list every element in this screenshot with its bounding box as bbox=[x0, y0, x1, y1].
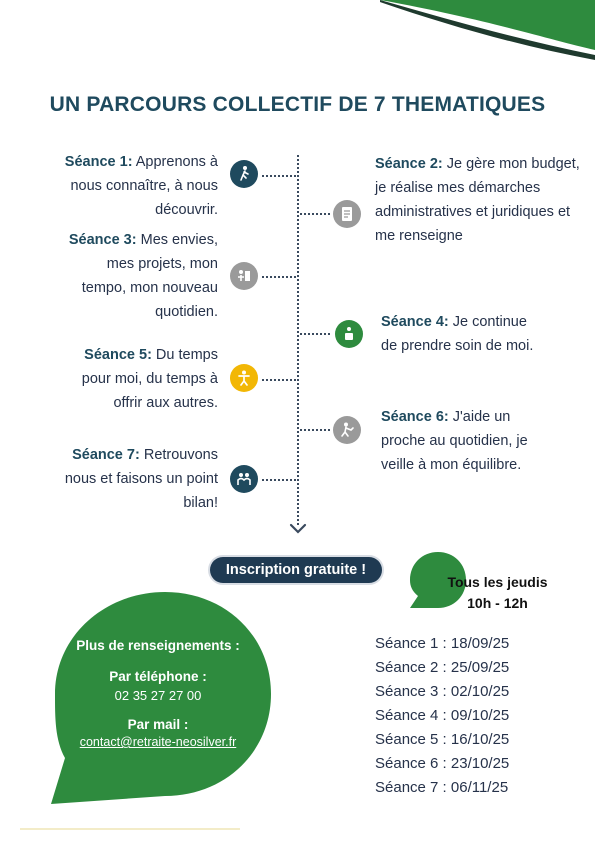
session-2: Séance 2: Je gère mon budget, je réalise mes démarches administratives et juridiques et me renseigne bbox=[375, 156, 580, 244]
connector-5 bbox=[262, 379, 296, 381]
mail-label: Par mail : bbox=[127, 717, 189, 732]
connector-2 bbox=[300, 213, 330, 215]
phone-number[interactable]: 02 35 27 27 00 bbox=[114, 688, 202, 703]
date-item: Séance 4 : 09/10/25 bbox=[375, 707, 510, 724]
walking-person-icon bbox=[230, 160, 258, 188]
contact-info bbox=[58, 638, 258, 749]
date-item: Séance 3 : 02/10/25 bbox=[375, 683, 510, 700]
date-item: Séance 7 : 06/11/25 bbox=[375, 779, 509, 796]
session-7: Séance 7: Retrouvons nous et faisons un point bilan! bbox=[64, 447, 218, 511]
connector-6 bbox=[300, 429, 330, 431]
date-item: Séance 2 : 25/09/25 bbox=[375, 659, 510, 676]
session-6: Séance 6: J'aide un proche au quotidien, je veille à mon équilibre. bbox=[381, 409, 528, 473]
page-title: UN PARCOURS COLLECTIF DE 7 THEMATIQUES bbox=[49, 93, 546, 116]
session-1: Séance 1: Apprenons à nous connaître, à nous découvrir. bbox=[64, 154, 218, 218]
timeline-arrow-icon bbox=[288, 522, 308, 536]
projects-icon bbox=[230, 262, 258, 290]
timeline-line bbox=[297, 155, 299, 525]
document-icon bbox=[333, 200, 361, 228]
session-dates-list bbox=[375, 632, 509, 800]
free-registration-button[interactable]: Inscription gratuite ! bbox=[210, 557, 382, 583]
schedule-hours: 10h - 12h bbox=[467, 595, 528, 611]
self-care-icon bbox=[335, 320, 363, 348]
schedule-info bbox=[430, 572, 565, 614]
date-item: Séance 6 : 23/10/25 bbox=[375, 755, 510, 772]
session-3: Séance 3: Mes envies, mes projets, mon tempo, mon nouveau quotidien. bbox=[68, 232, 218, 320]
connector-1 bbox=[262, 175, 296, 177]
date-item: Séance 1 : 18/09/25 bbox=[375, 635, 510, 652]
session-5: Séance 5: Du temps pour moi, du temps à offrir aux autres. bbox=[81, 347, 218, 411]
connector-7 bbox=[262, 479, 296, 481]
top-decoration bbox=[380, 0, 595, 60]
free-time-icon bbox=[230, 364, 258, 392]
date-item: Séance 5 : 16/10/25 bbox=[375, 731, 510, 748]
session-4: Séance 4: Je continue de prendre soin de moi. bbox=[381, 314, 534, 354]
email-link[interactable]: contact@retraite-neosilver.fr bbox=[79, 735, 237, 749]
contact-heading: Plus de renseignements : bbox=[76, 638, 240, 653]
group-icon bbox=[230, 465, 258, 493]
phone-label: Par téléphone : bbox=[109, 669, 207, 684]
connector-4 bbox=[300, 333, 330, 335]
schedule-day: Tous les jeudis bbox=[447, 574, 548, 590]
footer-line bbox=[20, 828, 240, 830]
helping-hand-icon bbox=[333, 416, 361, 444]
connector-3 bbox=[262, 276, 296, 278]
